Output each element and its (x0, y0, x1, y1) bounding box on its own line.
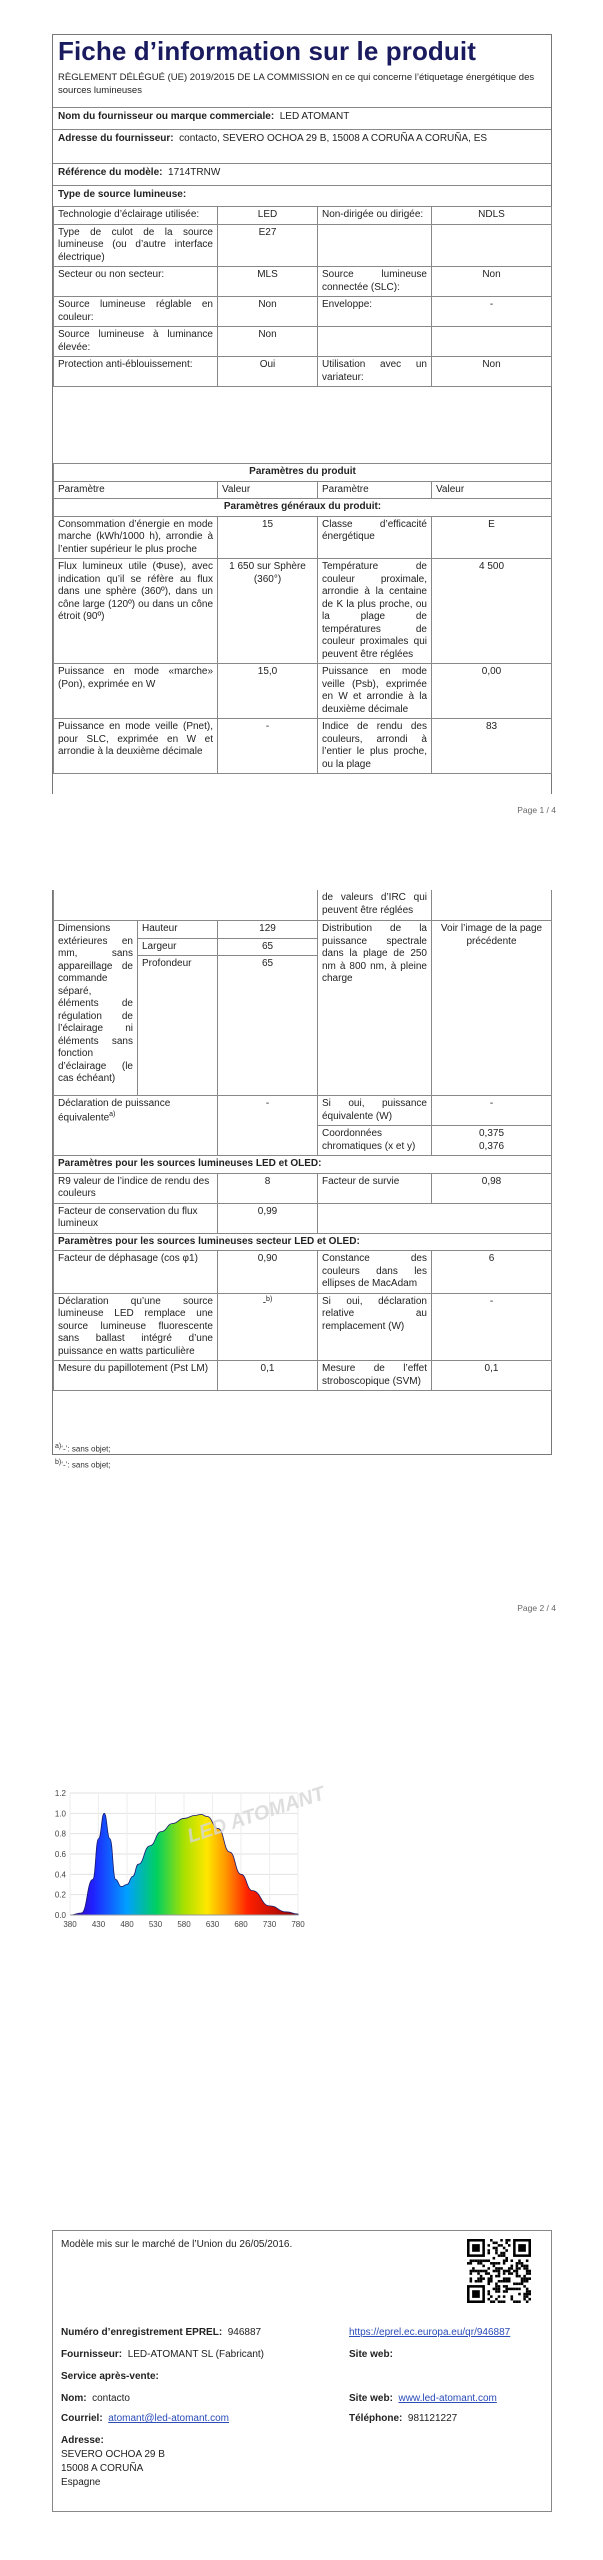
address-line-2: 15008 A CORUÑA (61, 2463, 144, 2474)
x-tick-label: 780 (291, 1920, 305, 1929)
page-3 (0, 1615, 603, 2560)
col-value: Valeur (218, 481, 318, 499)
param-label: Enveloppe: (318, 297, 432, 327)
width-value: 65 (218, 938, 318, 956)
chart-watermark: LED ATOMANT (184, 1782, 328, 1848)
address-line-1: SEVERO OCHOA 29 B (61, 2449, 165, 2460)
after-sales-heading: Service après-vente: (61, 2371, 159, 2382)
spectral-distribution-chart (40, 1782, 328, 1945)
param-value (432, 327, 552, 357)
phase-label: Facteur de déphasage (cos φ1) (54, 1251, 218, 1294)
cri-continued: de valeurs d’IRC qui peuvent être réglées (318, 890, 432, 921)
y-tick-label: 0.8 (54, 1829, 66, 1839)
continued-table (53, 890, 552, 1391)
spectral-value: Voir l’image de la page précédente (432, 921, 552, 1096)
market-date: Modèle mis sur le marché de l’Union du 26/05/2016. (61, 2239, 293, 2250)
flux-maintenance-label: Facteur de conservation du flux lumineux (54, 1203, 218, 1233)
x-tick-label: 580 (177, 1920, 191, 1929)
flicker-label: Mesure du papillotement (Pst LM) (54, 1361, 218, 1391)
spectrum-area (70, 1813, 298, 1915)
contact-name-row: Nom: contacto (61, 2393, 130, 2404)
param-value: 1 650 sur Sphère (360°) (218, 559, 318, 664)
replacement-w-value: - (432, 1293, 552, 1361)
product-info-frame (52, 34, 552, 794)
dimensions-label: Dimensions extérieures en mm, sans appareillage de commande séparé, éléments de régulation de l’éclairage ni éléments sans fonction d’éclairage (le cas échéant) (54, 921, 138, 1096)
param-value: MLS (218, 267, 318, 297)
flux-maintenance-value: 0,99 (218, 1203, 318, 1233)
website-link[interactable]: www.led-atomant.com (398, 2393, 497, 2404)
chart-area (70, 1813, 298, 1915)
depth-label: Profondeur (138, 956, 218, 1096)
stroboscopic-value: 0,1 (432, 1361, 552, 1391)
params-heading: Paramètres du produit (54, 464, 552, 482)
stroboscopic-label: Mesure de l’effet stroboscopique (SVM) (318, 1361, 432, 1391)
replacement-w-label: Si oui, déclaration relative au remplacement (W) (318, 1293, 432, 1361)
param-value: 83 (432, 719, 552, 774)
y-tick-label: 0.6 (54, 1850, 66, 1859)
source-type-row (54, 297, 552, 327)
param-label: Puissance en mode veille (Pnet), pour SLC, exprimée en W et arrondie à la deuxième décimale (54, 719, 218, 774)
param-label: Température de couleur proximale, arrondie à la centaine de K la plus proche, ou la plage de températures de couleur proximales qui peuvent être réglées (318, 559, 432, 664)
replacement-label: Déclaration qu’une source lumineuse LED remplace une source lumineuse fluorescente sans ballast intégré d’une puissance en watts particulière (54, 1293, 218, 1361)
source-type-row (54, 207, 552, 225)
y-tick-label: 1.0 (54, 1809, 66, 1819)
flicker-value: 0,1 (218, 1361, 318, 1391)
macadam-value: 6 (432, 1251, 552, 1294)
general-param-row (54, 559, 552, 664)
param-label: Protection anti-éblouissement: (54, 357, 218, 387)
general-param-row (54, 664, 552, 719)
param-value: NDLS (432, 207, 552, 225)
param-value: Non (432, 357, 552, 387)
param-label: Non-dirigée ou dirigée: (318, 207, 432, 225)
y-tick-label: 0.4 (54, 1870, 66, 1880)
chromaticity-label: Coordonnées chromatiques (x et y) (318, 1126, 432, 1156)
led-params-heading: Paramètres pour les sources lumineuses LED et OLED: (54, 1156, 552, 1174)
spectral-label: Distribution de la puissance spectrale dans la plage de 250 nm à 800 nm, à pleine charge (318, 921, 432, 1096)
param-value: Non (218, 327, 318, 357)
supplier-row: Nom du fournisseur ou marque commerciale: LED ATOMANT (58, 111, 350, 122)
qr-code-icon (467, 2239, 531, 2303)
width-label: Largeur (138, 938, 218, 956)
param-label: Puissance en mode veille (Psb), exprimée en W et arrondie à la deuxième décimale (318, 664, 432, 719)
r9-label: R9 valeur de l’indice de rendu des couleurs (54, 1173, 218, 1203)
height-label: Hauteur (138, 921, 218, 939)
source-type-row (54, 267, 552, 297)
equivalent-power-value: - (218, 1096, 318, 1156)
eprel-link[interactable]: https://eprel.ec.europa.eu/qr/946887 (349, 2327, 511, 2338)
param-label: Secteur ou non secteur: (54, 267, 218, 297)
eprel-row: Numéro d’enregistrement EPREL: 946887 (61, 2327, 262, 2338)
x-tick-label: 680 (234, 1920, 248, 1929)
param-label: Classe d’efficacité énergétique (318, 516, 432, 559)
param-value: Non (218, 297, 318, 327)
param-label: Indice de rendu des couleurs, arrondi à l’entier le plus proche, ou la plage (318, 719, 432, 774)
param-value: Oui (218, 357, 318, 387)
website-row: Site web: www.led-atomant.com (349, 2393, 497, 2404)
supplier-row: Fournisseur: LED-ATOMANT SL (Fabricant) (61, 2349, 265, 2360)
equivalent-power-w-value: - (432, 1096, 552, 1126)
source-type-row (54, 357, 552, 387)
param-label (318, 327, 432, 357)
x-tick-label: 730 (262, 1920, 277, 1929)
param-value: - (432, 297, 552, 327)
email-row: Courriel: atomant@led-atomant.com (61, 2413, 229, 2424)
chromaticity-value: 0,375 0,376 (432, 1126, 552, 1156)
page-title: Fiche d’information sur le produit (58, 36, 476, 66)
param-value: 4 500 (432, 559, 552, 664)
param-label: Flux lumineux utile (Φuse), avec indication qu’il se réfère au flux dans une sphère (360º), dans un cône large (120º) ou dans un cône étroit (90º) (54, 559, 218, 664)
col-param: Paramètre (318, 481, 432, 499)
chart-y-ticks (55, 1789, 67, 1920)
param-value: LED (218, 207, 318, 225)
chart-x-ticks (63, 1920, 305, 1929)
phase-value: 0,90 (218, 1251, 318, 1294)
param-value: E (432, 516, 552, 559)
address-row: Adresse du fournisseur: contacto, SEVERO OCHOA 29 B, 15008 A CORUÑA A CORUÑA, ES (58, 133, 488, 144)
col-param: Paramètre (54, 481, 218, 499)
param-label: Source lumineuse connectée (SLC): (318, 267, 432, 297)
equivalent-power-label: Déclaration de puissance équivalente$^{a)}$ (54, 1096, 218, 1156)
depth-value: 65 (218, 956, 318, 1096)
col-value: Valeur (432, 481, 552, 499)
page-number: Page 1 / 4 (517, 805, 556, 815)
equivalent-power-w-label: Si oui, puissance équivalente (W) (318, 1096, 432, 1126)
param-value: 15,0 (218, 664, 318, 719)
param-value: - (218, 719, 318, 774)
general-param-row (54, 516, 552, 559)
param-value: 0,00 (432, 664, 552, 719)
mains-params-heading: Paramètres pour les sources lumineuses secteur LED et OLED: (54, 1233, 552, 1251)
source-type-row (54, 327, 552, 357)
param-value: E27 (218, 224, 318, 267)
param-label: Consommation d’énergie en mode marche (kWh/1000 h), arrondie à l’entier supérieur le plus proche (54, 516, 218, 559)
survival-label: Facteur de survie (318, 1173, 432, 1203)
general-params-heading: Paramètres généraux du produit: (54, 499, 552, 517)
regulation-subtitle: RÈGLEMENT DÉLÉGUÉ (UE) 2019/2015 DE LA COMMISSION en ce qui concerne l’étiquetage énergétique des sources lumineuses (58, 72, 535, 97)
param-label: Utilisation avec un variateur: (318, 357, 432, 387)
param-label: Source lumineuse réglable en couleur: (54, 297, 218, 327)
address-label: Adresse: (61, 2435, 104, 2446)
source-type-heading: Type de source lumineuse: (58, 189, 187, 200)
param-label (318, 224, 432, 267)
param-label: Source lumineuse à luminance élevée: (54, 327, 218, 357)
x-tick-label: 530 (148, 1920, 163, 1929)
website-label: Site web: (349, 2349, 393, 2360)
param-label: Type de culot de la source lumineuse (ou d’autre interface électrique) (54, 224, 218, 267)
param-value: 15 (218, 516, 318, 559)
phone-row: Téléphone: 981121227 (349, 2413, 458, 2424)
macadam-label: Constance des couleurs dans les ellipses de MacAdam (318, 1251, 432, 1294)
model-row: Référence du modèle: 1714TRNW (58, 167, 221, 178)
page-1 (0, 0, 603, 835)
general-param-row (54, 719, 552, 774)
x-tick-label: 480 (120, 1920, 134, 1929)
survival-value: 0,98 (432, 1173, 552, 1203)
source-type-row (54, 224, 552, 267)
page-2 (0, 835, 603, 1615)
x-tick-label: 380 (63, 1920, 77, 1929)
page-number: Page 2 / 4 (517, 1603, 556, 1613)
param-label: Technologie d’éclairage utilisée: (54, 207, 218, 225)
product-info-frame-cont (52, 890, 552, 1455)
x-tick-label: 630 (205, 1920, 220, 1929)
param-label: Puissance en mode «marche» (Pon), exprimée en W (54, 664, 218, 719)
email-link[interactable]: atomant@led-atomant.com (108, 2413, 229, 2424)
r9-value: 8 (218, 1173, 318, 1203)
y-tick-label: 0.2 (54, 1890, 66, 1900)
source-type-table (53, 206, 552, 387)
y-tick-label: 1.2 (54, 1789, 66, 1798)
y-tick-label: 0.0 (54, 1911, 66, 1920)
footnote-a: $^{a)}$‘-’: sans objet; (55, 1443, 111, 1454)
market-info-box (52, 2230, 552, 2512)
param-value: Non (432, 267, 552, 297)
param-value (432, 224, 552, 267)
footnote-b: $^{b)}$‘-’: sans objet; (55, 1459, 111, 1470)
replacement-value: -$^{b)}$ (218, 1293, 318, 1361)
height-value: 129 (218, 921, 318, 939)
address-line-3: Espagne (61, 2477, 101, 2488)
x-tick-label: 430 (91, 1920, 106, 1929)
product-parameters-table (53, 463, 552, 774)
